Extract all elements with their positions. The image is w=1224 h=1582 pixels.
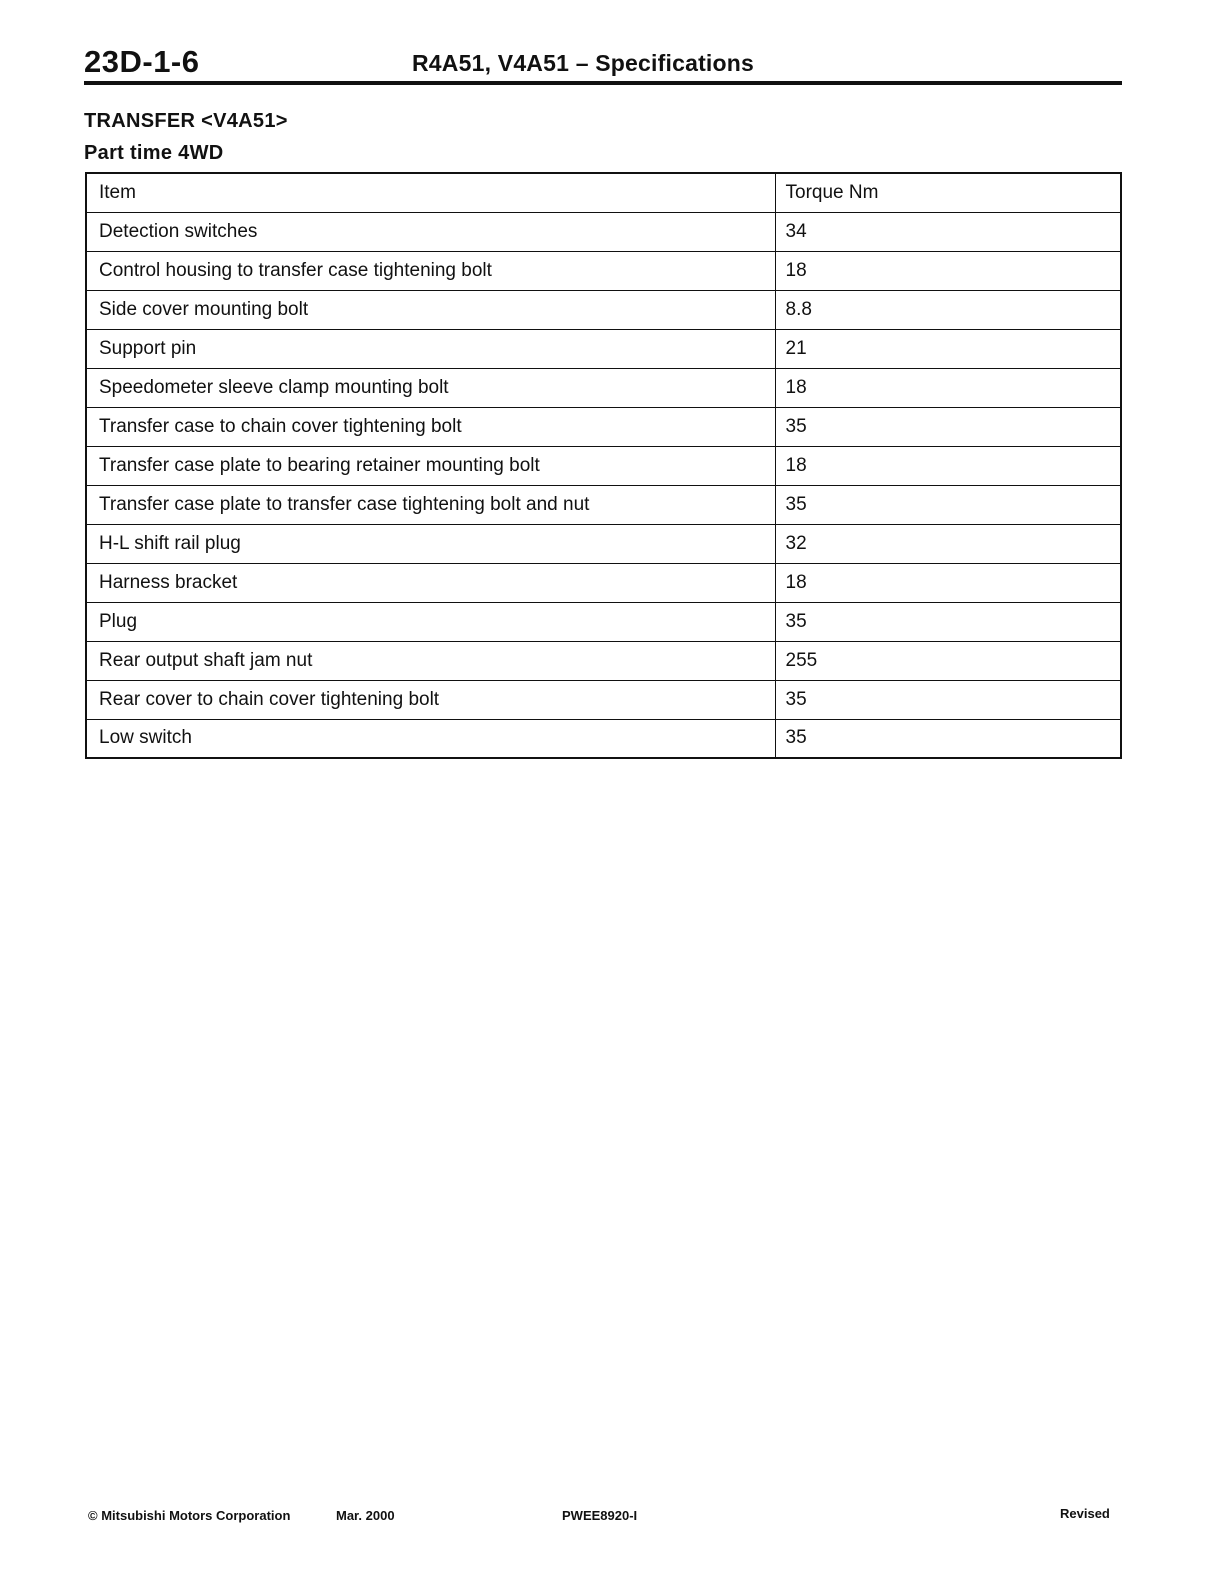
footer-document-code: PWEE8920-I bbox=[562, 1508, 638, 1523]
footer-date: Mar. 2000 bbox=[336, 1508, 395, 1523]
torque-cell: 35 bbox=[775, 485, 1121, 524]
table-row bbox=[86, 329, 1121, 368]
table-row bbox=[86, 446, 1121, 485]
item-cell: Rear output shaft jam nut bbox=[86, 641, 775, 680]
item-cell: Transfer case plate to transfer case tightening bolt and nut bbox=[86, 485, 775, 524]
torque-cell: 18 bbox=[775, 251, 1121, 290]
torque-cell: 32 bbox=[775, 524, 1121, 563]
item-cell: Rear cover to chain cover tightening bolt bbox=[86, 680, 775, 719]
section-subtitle: Part time 4WD bbox=[84, 142, 224, 164]
item-cell: Low switch bbox=[86, 719, 775, 758]
torque-cell: 35 bbox=[775, 719, 1121, 758]
item-cell: Support pin bbox=[86, 329, 775, 368]
table-header-row bbox=[86, 173, 1121, 212]
table-row bbox=[86, 251, 1121, 290]
footer-copyright: © Mitsubishi Motors Corporation bbox=[88, 1508, 291, 1523]
torque-cell: 8.8 bbox=[775, 290, 1121, 329]
torque-cell: 18 bbox=[775, 368, 1121, 407]
torque-cell: 18 bbox=[775, 446, 1121, 485]
table-row bbox=[86, 407, 1121, 446]
footer-revision-status: Revised bbox=[1060, 1506, 1110, 1521]
table-row bbox=[86, 485, 1121, 524]
torque-cell: 35 bbox=[775, 602, 1121, 641]
torque-cell: 18 bbox=[775, 563, 1121, 602]
item-cell: Plug bbox=[86, 602, 775, 641]
table-row bbox=[86, 602, 1121, 641]
torque-cell: 35 bbox=[775, 407, 1121, 446]
table-row bbox=[86, 368, 1121, 407]
torque-cell: 21 bbox=[775, 329, 1121, 368]
column-header-torque: Torque Nm bbox=[775, 173, 1121, 212]
table-row bbox=[86, 290, 1121, 329]
item-cell: Detection switches bbox=[86, 212, 775, 251]
page-number: 23D-1-6 bbox=[84, 44, 200, 79]
item-cell: Speedometer sleeve clamp mounting bolt bbox=[86, 368, 775, 407]
torque-cell: 255 bbox=[775, 641, 1121, 680]
page-title: R4A51, V4A51 – Specifications bbox=[412, 50, 755, 76]
item-cell: Harness bracket bbox=[86, 563, 775, 602]
item-cell: Transfer case to chain cover tightening bolt bbox=[86, 407, 775, 446]
table-row bbox=[86, 212, 1121, 251]
torque-spec-table bbox=[85, 172, 1122, 759]
item-cell: Transfer case plate to bearing retainer mounting bolt bbox=[86, 446, 775, 485]
section-title: TRANSFER <V4A51> bbox=[84, 110, 288, 132]
torque-cell: 34 bbox=[775, 212, 1121, 251]
header-divider bbox=[84, 81, 1122, 85]
table-row bbox=[86, 719, 1121, 758]
table-row bbox=[86, 524, 1121, 563]
table-row bbox=[86, 563, 1121, 602]
table-row bbox=[86, 641, 1121, 680]
item-cell: Side cover mounting bolt bbox=[86, 290, 775, 329]
item-cell: H-L shift rail plug bbox=[86, 524, 775, 563]
torque-cell: 35 bbox=[775, 680, 1121, 719]
table-row bbox=[86, 680, 1121, 719]
column-header-item: Item bbox=[86, 173, 775, 212]
item-cell: Control housing to transfer case tightening bolt bbox=[86, 251, 775, 290]
